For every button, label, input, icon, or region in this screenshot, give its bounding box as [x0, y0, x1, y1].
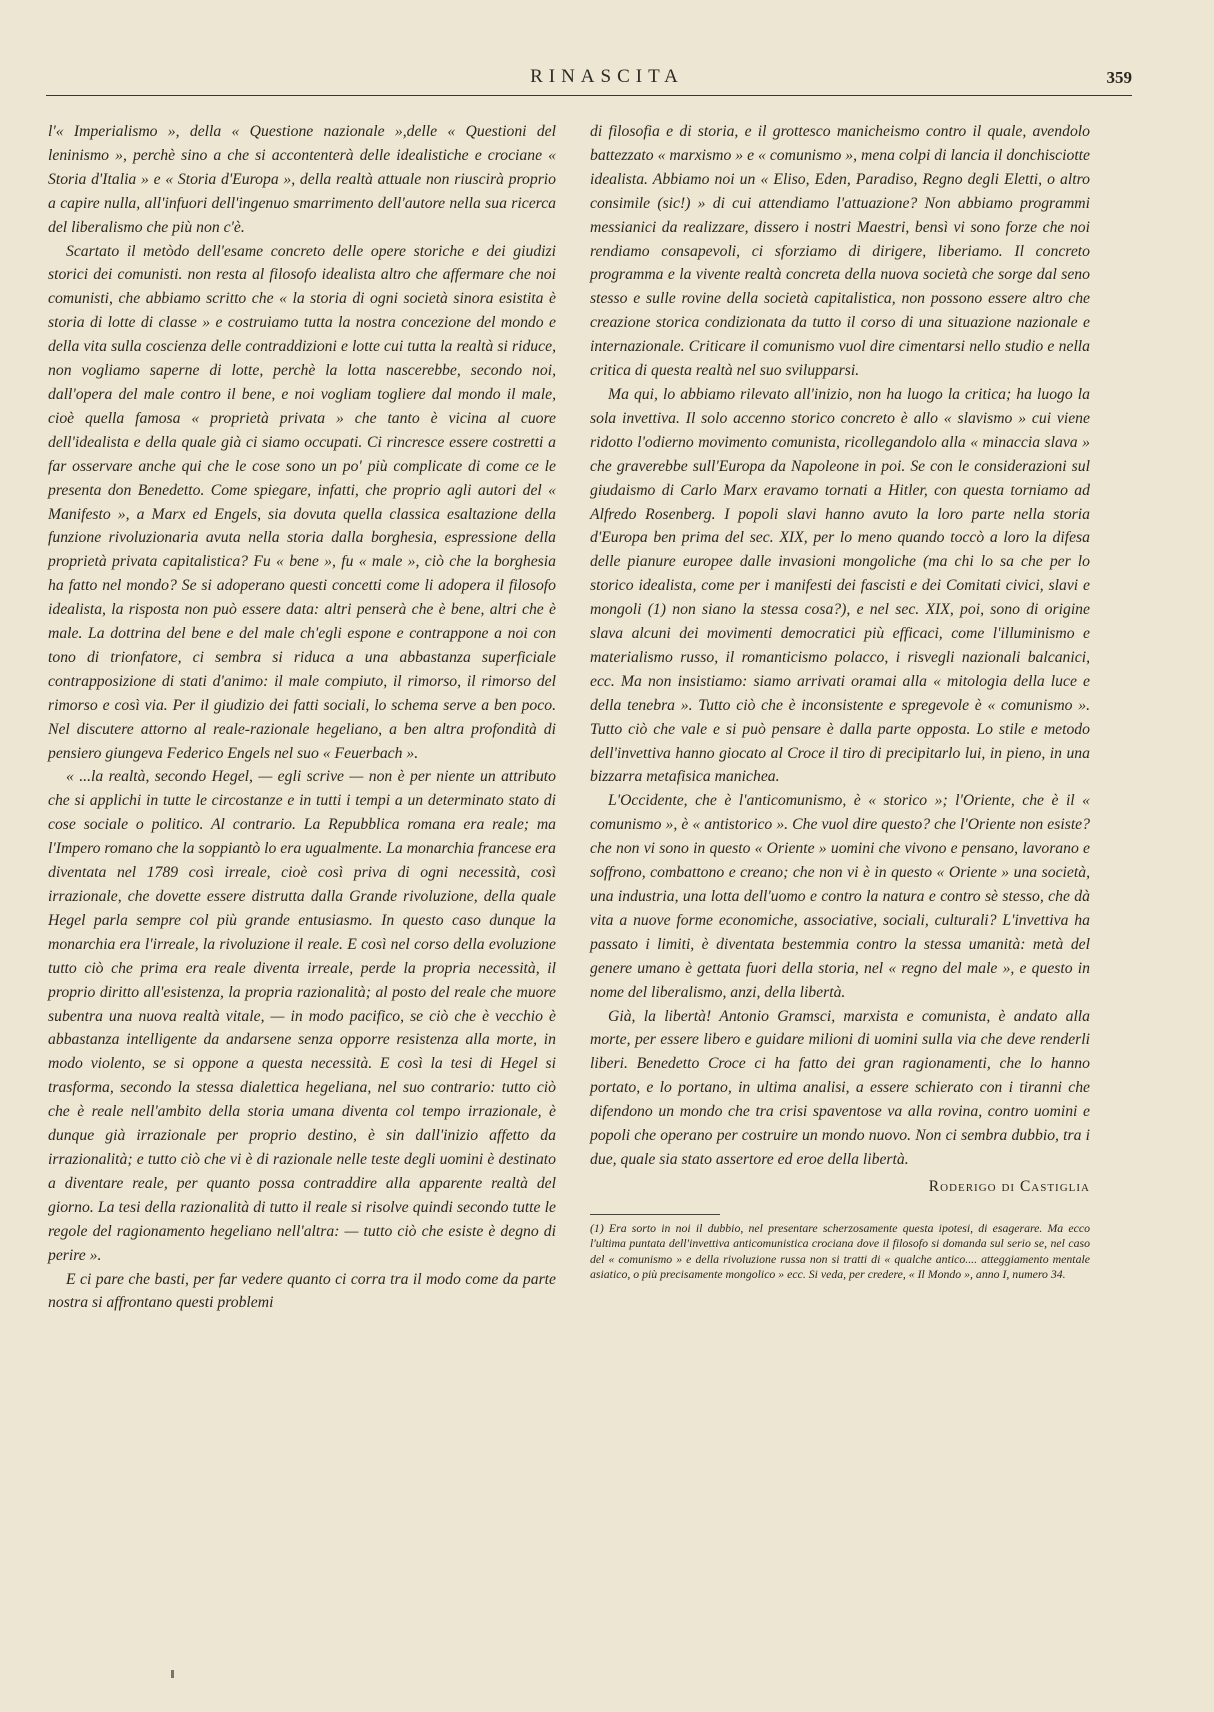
paragraph: Scartato il metòdo dell'esame concreto delle opere storiche e dei giudizi storici dei comunisti. non resta al filosofo idealista altro che affermare che noi comunisti, che abbiamo scritto che « la storia di ogni società sinora esistita è storia di lotte di classe » e costruiamo tutta la nostra concezione del mondo e della vita sulla coscienza delle contraddizioni e lotte cui tutta la realtà si riduce, non vogliamo saperne di lotte, perchè la lotta nascerebbe, secondo noi, dall'opera del male contro il bene, e noi vogliam togliere dal mondo il male, cioè quella famosa « proprietà privata » che tanto è vicina al cuore dell'idealista e della quale già ci siamo occupati. Ci rincresce essere costretti a far osservare anche qui che le cose sono un po' più complicate di come ce le presenta don Benedetto. Come spiegare, infatti, che proprio agli autori del « Manifesto », a Marx ed Engels, sia dovuta quella classica esaltazione della funzione rivoluzionaria avuta nella storia dalla borghesia, espressione della proprietà privata capitalistica? Fu « bene », fu « male », ciò che la borghesia ha fatto nel mondo? Se si adoperano questi concetti come li adopera il filosofo idealista, la risposta non può essere data: altri penserà che è bene, altri che è male. La dottrina del bene e del male ch'egli espone e contrappone a noi con tono di trionfatore, ci sembra si riduca a una abbastanza superficiale contrapposizione di stati d'animo: il male compiuto, il rimorso, il rimorso del rimorso e così via. Per il giudizio dei fatti sociali, lo schema serve a ben poco. Nel discutere attorno al reale-razionale hegeliano, a ben altra profondità di pensiero giungeva Federico Engels nel suo « Feuerbach ».: [48, 242, 556, 762]
paragraph: l'« Imperialismo », della « Questione nazionale »,delle « Questioni del leninismo », perchè sino a che si accontenterà delle idealistiche e crociane « Storia d'Italia » e « Storia d'Europa », della realtà attuale non riuscirà proprio a capire nulla, all'infuori dell'ingenuo smarrimento dell'autore nella sua ricerca del liberalismo che più non c'è.: [48, 123, 556, 236]
paragraph: Già, la libertà! Antonio Gramsci, marxista e comunista, è andato alla morte, per essere libero e guidare milioni di uomini sulla via che deve renderli liberi. Benedetto Croce ci ha fatto dei gran ragionamenti, che lo hanno portato, e lo portano, in ultima analisi, a essere schierato con i tiranni che difendono un mondo che tra crisi spaventose va alla rovina, contro uomini e popoli che operano per costruire un mondo nuovo. Non ci sembra dubbio, tra i due, quale sia stato assertore ed eroe della libertà.: [590, 1007, 1090, 1168]
footnote-rule: [590, 1214, 720, 1215]
left-column: [48, 120, 556, 1315]
paragraph: L'Occidente, che è l'anticomunismo, è « storico »; l'Oriente, che è il « comunismo », è « antistorico ». Che vuol dire questo? che l'Oriente non esiste? che non vi sono in questo « Oriente » uomini che vivono e pensano, lavorano e soffrono, combattono e creano; che non vi è in questo « Oriente » una società, una industria, una lotta dell'uomo e contro la natura e contro sè stesso, che dà vita a nuove forme economiche, associative, sociali, culturali? L'invettiva ha passato i limiti, è diventata bestemmia contro la stessa umanità: metà del genere umano è gettata fuori della storia, nel « regno del male », e questo in nome del liberalismo, anzi, della libertà.: [590, 792, 1090, 1001]
paragraph: Ma qui, lo abbiamo rilevato all'inizio, non ha luogo la critica; ha luogo la sola invettiva. Il solo accenno storico concreto è allo « slavismo » cui viene ridotto l'odierno movimento comunista, ricollegandolo alla « minaccia slava » che graverebbe sull'Europa da Napoleone in poi. Se con le considerazioni sul giudaismo di Carlo Marx eravamo tornati a Hitler, con questa torniamo ad Alfredo Rosenberg. I popoli slavi hanno avuto la loro parte nella storia d'Europa ben prima del sec. XIX, per lo meno quando toccò a loro la difesa delle pianure europee dalle invasioni mongoliche (ma chi lo sa che per lo storico idealista, come per i manifesti dei fascisti e dei Comitati civici, slavi e mongoli (1) non siano la stessa cosa?), e nel sec. XIX, poi, sono di origine slava alcuni dei movimenti democratici più efficaci, come l'illuminismo e materialismo russo, il romanticismo polacco, i risvegli nazionali balcanici, ecc. Ma non insistiamo: siamo arrivati oramai alla « mitologia della luce e della tenebra ». Tutto ciò che è inconsistente e spregevole è « comunismo ». Tutto ciò che vale e si può pensare è dalla parte opposta. Lo stile e metodo dell'invettiva hanno giocato al Croce il tiro di precipitarlo lui, in pieno, in una bizzarra metafisica manichea.: [590, 385, 1090, 786]
paragraph: di filosofia e di storia, e il grottesco manicheismo contro il quale, avendolo battezzato « marxismo » e « comunismo », mena colpi di lancia il donchisciotte idealista. Abbiamo noi un « Eliso, Eden, Paradiso, Regno degli Eletti, o altro consimile (sic!) » di cui attendiamo l'attuazione? Non abbiamo programmi messianici da realizzare, dissero i nostri Maestri, bensì vi sono forze che noi rendiamo consapevoli, ci sforziamo di dirigere, liberiamo. Il concreto programma e la vivente realtà concreta della nuova società che sorge dal seno stesso e sulle rovine della società capitalistica, non possono essere altro che creazione storica condizionata da tutto il corso di una situazione nazionale e internazionale. Criticare il comunismo vuol dire cimentarsi nello studio e nella critica di questa realtà nel suo svilupparsi.: [590, 123, 1090, 380]
header-rule: [46, 95, 1132, 96]
footnote: (1) Era sorto in noi il dubbio, nel presentare scherzosamente questa ipotesi, di esagerare. Ma ecco l'ultima puntata dell'invettiva anticomunistica crociana dove il filosofo si domanda sul serio se, nel caso del « comunismo » e della rivoluzione russa non si tratti di « qualche antico.... atteggiamento mentale asiatico, o più precisamente mongolico » ecc. Si veda, per credere, « Il Mondo », anno I, numero 34.: [590, 1220, 1090, 1282]
paragraph: E ci pare che basti, per far vedere quanto ci corra tra il modo come da parte nostra si affrontano questi problemi: [48, 1270, 556, 1312]
running-title: RINASCITA: [530, 66, 684, 87]
print-speck: [171, 1670, 174, 1678]
author-signature: Roderigo di Castiglia: [928, 1177, 1090, 1195]
page-number: 359: [1106, 68, 1132, 87]
right-column: [590, 120, 1090, 1283]
paragraph: « ...la realtà, secondo Hegel, — egli scrive — non è per niente un attributo che si applichi in tutte le circostanze e in tutti i tempi a un determinato stato di cose sociale o politico. Al contrario. La Repubblica romana era reale; ma l'Impero romano che la soppiantò lo era ugualmente. La monarchia francese era diventata nel 1789 così irreale, cioè così priva di ogni necessità, così irrazionale, che dovette essere distrutta dalla Grande rivoluzione, della quale Hegel parla sempre col più grande entusiasmo. In questo caso dunque la monarchia era l'irreale, la rivoluzione il reale. E così nel corso della evoluzione tutto ciò che prima era reale diventa irreale, perde la propria necessità, il proprio diritto all'esistenza, la propria razionalità; al posto del reale che muore subentra una nuova realtà vitale, — in modo pacifico, se ciò che è vecchio è abbastanza intelligente da andarsene senza opporre resistenza alla morte, in modo violento, se si oppone a questa necessità. E così la tesi di Hegel si trasforma, secondo la stessa dialettica hegeliana, nel suo contrario: tutto ciò che è reale nell'ambito della storia umana diventa col tempo irrazionale, è dunque già irrazionale per proprio destino, è sin dall'inizio affetto da irrazionalità; e tutto ciò che vi è di razionale nelle teste degli uomini è destinato a diventare reale, per quanto possa contraddire alla apparente realtà del giorno. La tesi della razionalità di tutto il reale si risolve quindi secondo tutte le regole del ragionamento hegeliano nell'altra: — tutto ciò che esiste è degno di perire ».: [48, 768, 556, 1264]
